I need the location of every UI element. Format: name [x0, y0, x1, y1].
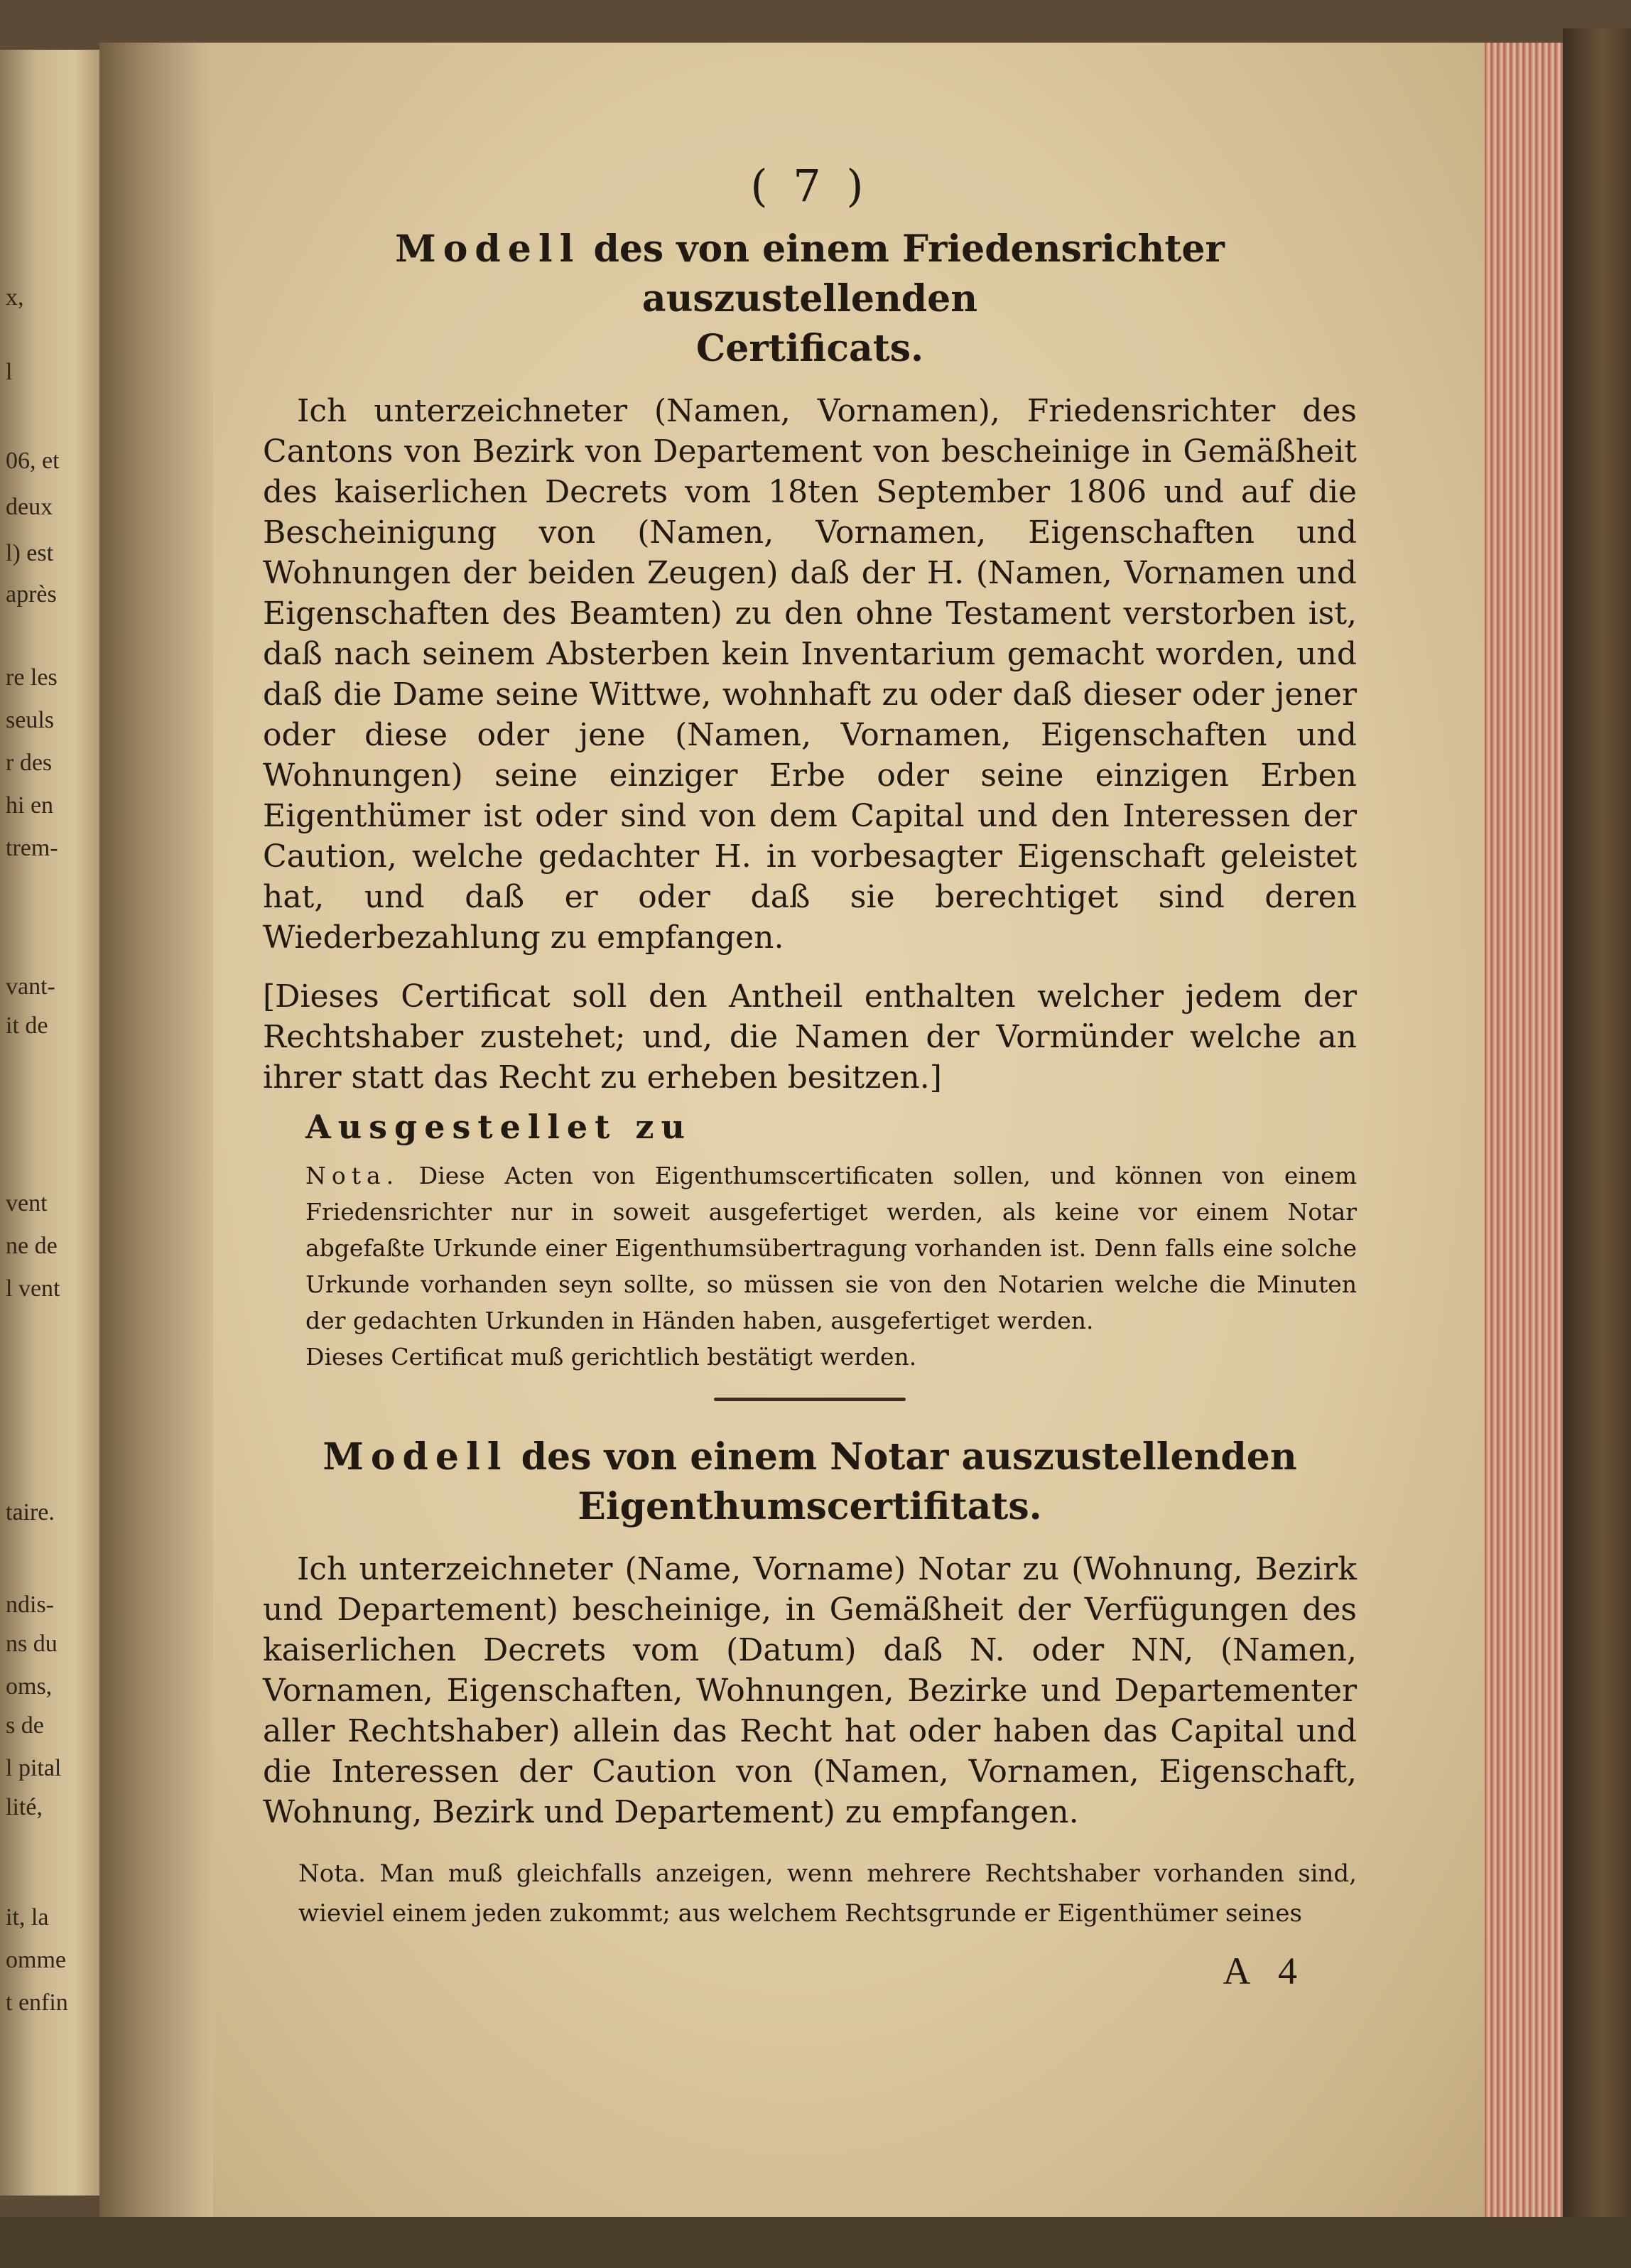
left-fragment: r des	[6, 750, 53, 776]
left-fragment: lité,	[6, 1794, 43, 1820]
nota-text: Man muß gleichfalls anzeigen, wenn mehrere Rechtshaber vorhanden sind, wieviel einem jeden zukommt; aus welchem Rechtsgrunde er Eigenthümer seines	[298, 1859, 1357, 1928]
left-fragment: omme	[6, 1947, 66, 1973]
divider-rule	[714, 1398, 906, 1401]
left-fragment: it de	[6, 1012, 48, 1039]
left-fragment: l	[6, 359, 13, 385]
left-fragment: oms,	[6, 1673, 53, 1700]
left-fragment: re les	[6, 664, 58, 691]
book-cover-edge	[1563, 28, 1631, 2238]
section1-heading-line2: Certificats.	[695, 327, 924, 370]
section2-heading	[263, 1432, 1357, 1482]
left-fragment: ns du	[6, 1631, 58, 1657]
left-fragment: ndis-	[6, 1592, 54, 1618]
section1-confirmation: Dieses Certificat muß gerichtlich bestätigt werden.	[305, 1343, 917, 1371]
left-fragment: seuls	[6, 707, 54, 733]
signature-mark: A 4	[1223, 1950, 1307, 1992]
section2-body: Ich unterzeichneter (Name, Vorname) Notar zu (Wohnung, Bezirk und Departement) bescheinige, in Gemäßheit der Verfügungen des kaiserlichen Decrets vom (Datum) daß N. oder NN, (Namen, Vornamen, Eigenschaften, Wohnungen, Bezirke und Departementer aller Rechtshaber) allein das Recht hat oder haben das Capital und die Interessen der Caution von (Namen, Vornamen, Eigenschaft, Wohnung, Bezirk und Departement) zu empfangen.	[263, 1551, 1357, 1830]
left-fragment: ne de	[6, 1233, 58, 1259]
section2-heading-lead: Modell	[323, 1435, 509, 1479]
left-fragment: après	[6, 581, 57, 608]
left-fragment: x,	[6, 284, 24, 310]
left-page-edge	[0, 50, 107, 2196]
nota-label: Nota.	[305, 1162, 400, 1189]
left-fragment: l pital	[6, 1755, 62, 1781]
section1-bracket-note: [Dieses Certificat soll den Antheil enthalten welcher jedem der Rechtshaber zustehet; und, die Namen der Vormünder welche an ihrer statt das Recht zu erheben besitzen.]	[263, 978, 1357, 1096]
section1-heading-lead: Modell	[395, 227, 581, 271]
left-fragment: 06, et	[6, 448, 60, 474]
left-fragment: taire.	[6, 1499, 55, 1526]
left-fragment: l vent	[6, 1275, 60, 1302]
left-fragment: hi en	[6, 792, 54, 819]
section2-heading-line2: Eigenthumscertifitats.	[578, 1485, 1042, 1528]
left-fragment: t enfin	[6, 1989, 68, 2016]
page-number: ( 7 )	[750, 160, 869, 212]
section2-nota	[298, 1854, 1357, 1933]
section1-heading	[263, 225, 1357, 324]
left-fragment: l) est	[6, 540, 54, 566]
issued-at: Ausgestellet zu	[305, 1108, 692, 1146]
section2-heading-rest: des von einem Notar auszustellenden	[521, 1435, 1297, 1479]
left-fragment: it, la	[6, 1904, 49, 1930]
nota-text: Diese Acten von Eigenthumscertificaten sollen, und können von einem Friedensrichter nur in soweit ausgefertiget werden, als keine vor einem Notar abgefaßte Urkunde einer Eigenthumsübertragung vorhanden ist. Denn falls eine solche Urkunde vorhanden seyn sollte, so müssen sie von den Notarien welche die Minuten der gedachten Urkunden in Händen haben, ausgefertiget werden.	[305, 1162, 1357, 1334]
section1-heading-rest: des von einem Friedensrichter auszustellenden	[593, 227, 1225, 320]
bottom-shadow	[0, 2217, 1631, 2268]
section1-nota	[305, 1157, 1357, 1339]
nota-label: Nota.	[298, 1859, 366, 1888]
left-fragment: deux	[6, 494, 53, 520]
left-fragment: vant-	[6, 973, 55, 1000]
left-fragment: trem-	[6, 835, 58, 861]
page-text	[263, 160, 1357, 1993]
left-fragment: vent	[6, 1190, 48, 1216]
left-fragment: s de	[6, 1712, 44, 1739]
divider	[263, 1390, 1357, 1404]
section1-body: Ich unterzeichneter (Namen, Vornamen), Friedensrichter des Cantons von Bezirk von Departement von bescheinige in Gemäßheit des kaiserlichen Decrets vom 18ten September 1806 und auf die Bescheinigung von (Namen, Vornamen, Eigenschaften und Wohnungen der beiden Zeugen) daß der H. (Namen, Vornamen und Eigenschaften des Beamten) zu den ohne Testament verstorben ist, daß nach seinem Absterben kein Inventarium gemacht worden, und daß die Dame seine Wittwe, wohnhaft zu oder daß dieser oder jener oder diese oder jene (Namen, Vornamen, Eigenschaften und Wohnungen) seine einziger Erbe oder seine einzigen Erben Eigenthümer ist oder sind von dem Capital und den Interessen der Caution, welche gedachter H. in vorbesagter Eigenschaft geleistet hat, und daß er oder daß sie berechtiget sind deren Wiederbezahlung zu empfangen.	[263, 393, 1357, 956]
